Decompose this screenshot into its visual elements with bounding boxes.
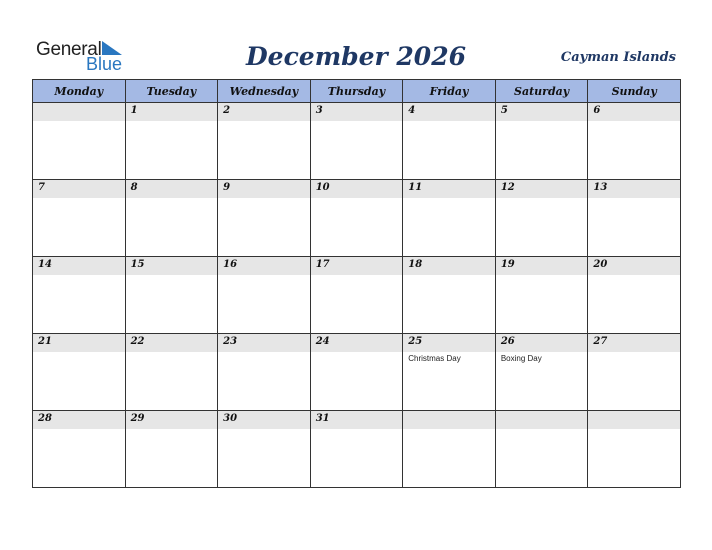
day-band [33, 180, 125, 198]
weekday-header: Sunday [588, 80, 681, 103]
day-cell [310, 334, 403, 411]
day-number: 10 [315, 182, 330, 193]
day-cell [33, 180, 126, 257]
day-number: 3 [315, 105, 323, 116]
week-row [33, 411, 681, 488]
day-cell [310, 257, 403, 334]
day-cell [218, 180, 311, 257]
day-band [588, 411, 680, 429]
day-number: 4 [408, 105, 416, 116]
weekday-header: Friday [403, 80, 496, 103]
week-row [33, 257, 681, 334]
day-cell [495, 257, 588, 334]
day-cell [33, 257, 126, 334]
week-row [33, 334, 681, 411]
day-number: 28 [38, 413, 52, 424]
day-cell [310, 411, 403, 488]
week-row [33, 180, 681, 257]
day-cell [588, 103, 681, 180]
country-name: Cayman Islands [560, 50, 676, 65]
day-number: 21 [38, 336, 52, 347]
day-cell [125, 103, 218, 180]
day-number: 25 [408, 336, 423, 347]
weekday-header: Saturday [495, 80, 588, 103]
day-cell [495, 334, 588, 411]
day-number: 6 [593, 105, 601, 116]
day-number: 15 [130, 259, 145, 270]
day-number: 1 [130, 105, 138, 116]
day-band [218, 103, 310, 121]
weekday-header: Thursday [310, 80, 403, 103]
day-band [403, 103, 495, 121]
day-number: 12 [500, 182, 515, 193]
day-cell [218, 411, 311, 488]
day-band [311, 103, 403, 121]
day-cell [403, 334, 496, 411]
weekday-header: Tuesday [125, 80, 218, 103]
day-band [588, 103, 680, 121]
day-cell [403, 180, 496, 257]
day-cell [495, 103, 588, 180]
logo-text-blue: Blue [86, 54, 123, 74]
day-band [496, 411, 588, 429]
day-number: 26 [500, 336, 515, 347]
day-cell [310, 103, 403, 180]
day-number: 31 [315, 413, 330, 424]
day-number: 27 [593, 336, 608, 347]
day-cell [588, 180, 681, 257]
day-band [403, 411, 495, 429]
day-number: 17 [315, 259, 330, 270]
day-cell [588, 257, 681, 334]
day-number: 29 [130, 413, 145, 424]
day-number: 19 [500, 259, 515, 270]
day-cell [495, 180, 588, 257]
day-cell [310, 180, 403, 257]
day-number: 22 [130, 336, 145, 347]
holiday-label: Boxing Day [500, 354, 542, 363]
day-cell [33, 334, 126, 411]
day-cell [495, 411, 588, 488]
day-number: 11 [408, 182, 423, 193]
day-band [496, 103, 588, 121]
day-cell [588, 334, 681, 411]
day-cell [218, 257, 311, 334]
day-number: 8 [130, 182, 138, 193]
day-band [33, 103, 125, 121]
logo-text-general: General [36, 39, 102, 60]
day-number: 23 [223, 336, 238, 347]
day-number: 14 [38, 259, 52, 270]
day-cell [33, 411, 126, 488]
day-number: 18 [408, 259, 423, 270]
day-cell [125, 257, 218, 334]
day-cell [218, 334, 311, 411]
day-cell [403, 411, 496, 488]
day-number: 2 [223, 105, 231, 116]
day-cell [33, 103, 126, 180]
day-cell [403, 257, 496, 334]
weekday-header-row [33, 80, 681, 103]
day-number: 30 [223, 413, 238, 424]
day-number: 7 [38, 182, 45, 193]
day-number: 16 [223, 259, 238, 270]
weekday-header: Monday [33, 80, 126, 103]
calendar-title: December 2026 [245, 42, 466, 71]
day-band [126, 180, 218, 198]
calendar-grid [32, 79, 681, 488]
week-row [33, 103, 681, 180]
day-cell [125, 411, 218, 488]
day-cell [403, 103, 496, 180]
day-number: 13 [593, 182, 608, 193]
holiday-label: Christmas Day [408, 354, 461, 363]
day-band [126, 103, 218, 121]
day-number: 5 [500, 105, 508, 116]
day-band [218, 180, 310, 198]
day-number: 24 [315, 336, 330, 347]
day-cell [218, 103, 311, 180]
day-number: 9 [223, 182, 231, 193]
day-number: 20 [593, 259, 608, 270]
weekday-header: Wednesday [218, 80, 311, 103]
day-cell [125, 180, 218, 257]
day-cell [125, 334, 218, 411]
day-cell [588, 411, 681, 488]
